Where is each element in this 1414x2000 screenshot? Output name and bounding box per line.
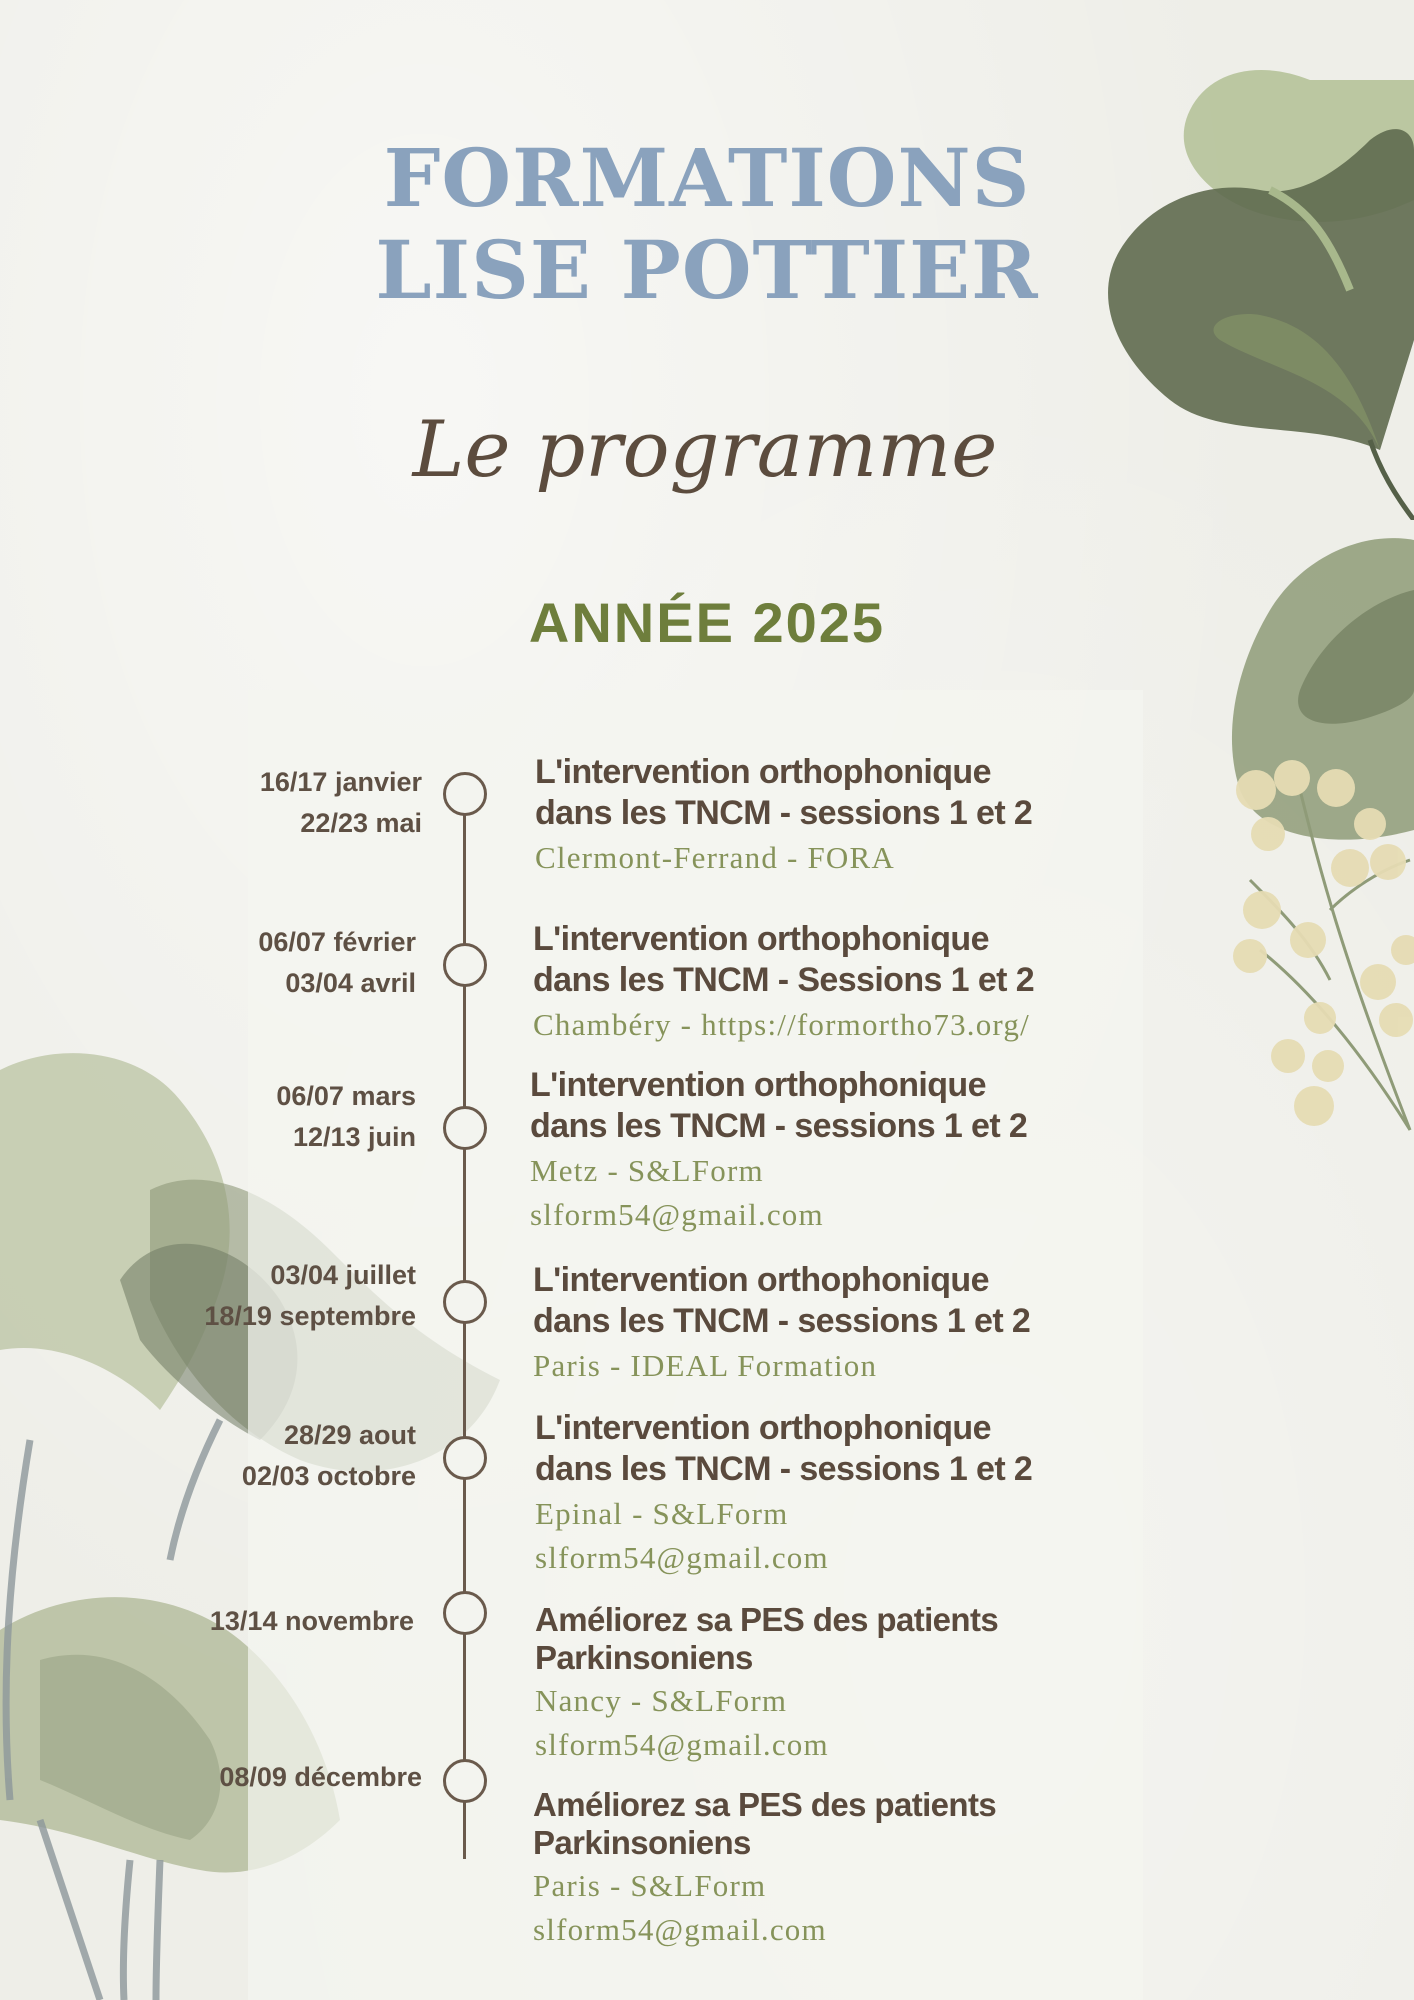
event-date-1: 13/14 novembre	[209, 1606, 414, 1636]
event-title-line-2: Parkinsoniens	[533, 1824, 751, 1861]
event-location: Epinal - S&LForm	[535, 1496, 789, 1531]
event-title-line-2: dans les TNCM - sessions 1 et 2	[535, 1450, 1033, 1488]
event-entry	[533, 1786, 1113, 1952]
event-title-line-2: dans les TNCM - sessions 1 et 2	[533, 1302, 1031, 1340]
flower-sprig-illustration	[1220, 750, 1414, 1150]
event-entry	[535, 752, 1115, 880]
event-location: Metz - S&LForm	[530, 1153, 764, 1188]
event-email-link[interactable]: slform54@gmail.com	[530, 1197, 824, 1232]
timeline-node	[443, 1591, 487, 1635]
event-title-line-1: Améliorez sa PES des patients	[533, 1786, 997, 1823]
event-date-1: 08/09 décembre	[219, 1762, 422, 1792]
event-location: Nancy - S&LForm	[535, 1683, 788, 1718]
event-date-1: 28/29 aout	[283, 1420, 416, 1450]
event-title-line-1: L'intervention orthophonique	[533, 1261, 989, 1299]
event-dates	[92, 762, 422, 844]
timeline-node	[443, 1759, 487, 1803]
event-date-1: 06/07 mars	[276, 1081, 416, 1111]
event-email-link[interactable]: slform54@gmail.com	[533, 1912, 827, 1947]
timeline-node	[443, 1280, 487, 1324]
event-email-link[interactable]: slform54@gmail.com	[535, 1540, 829, 1575]
event-dates	[86, 1076, 416, 1158]
timeline-node	[443, 772, 487, 816]
subtitle: Le programme	[412, 405, 998, 495]
timeline-node	[443, 1106, 487, 1150]
event-title-line-2: dans les TNCM - sessions 1 et 2	[535, 794, 1033, 832]
event-date-2: 03/04 avril	[285, 968, 416, 998]
event-title-line-2: Parkinsoniens	[535, 1639, 753, 1676]
event-date-1: 03/04 juillet	[270, 1260, 416, 1290]
year-heading: ANNÉE 2025	[528, 591, 886, 654]
event-date-2: 22/23 mai	[300, 808, 422, 838]
event-dates	[86, 922, 416, 1004]
title-line-2: LISE POTTIER	[375, 223, 1039, 317]
event-dates	[86, 1255, 416, 1337]
event-entry	[533, 919, 1153, 1047]
event-entry	[533, 1260, 1113, 1388]
event-title-line-1: L'intervention orthophonique	[530, 1066, 986, 1104]
event-title-line-1: L'intervention orthophonique	[535, 753, 991, 791]
event-date-2: 02/03 octobre	[241, 1461, 416, 1491]
event-location: Paris - S&LForm	[533, 1868, 767, 1903]
event-title-line-1: L'intervention orthophonique	[535, 1409, 991, 1447]
event-title-line-2: dans les TNCM - sessions 1 et 2	[530, 1107, 1028, 1145]
event-location: Clermont-Ferrand - FORA	[535, 840, 895, 875]
event-dates	[92, 1757, 422, 1798]
event-location: Paris - IDEAL Formation	[533, 1348, 878, 1383]
event-location[interactable]: Chambéry - https://formortho73.org/	[533, 1007, 1030, 1042]
title-line-1: FORMATIONS	[383, 131, 1031, 225]
event-date-2: 12/13 juin	[292, 1122, 416, 1152]
event-email-link[interactable]: slform54@gmail.com	[535, 1727, 829, 1762]
event-entry	[535, 1408, 1115, 1580]
timeline-node	[443, 943, 487, 987]
timeline-node	[443, 1436, 487, 1480]
event-date-1: 06/07 février	[258, 927, 416, 957]
event-title-line-1: Améliorez sa PES des patients	[535, 1601, 999, 1638]
event-entry	[535, 1601, 1115, 1767]
event-date-2: 18/19 septembre	[204, 1301, 416, 1331]
event-date-1: 16/17 janvier	[259, 767, 422, 797]
event-title-line-1: L'intervention orthophonique	[533, 920, 989, 958]
event-entry	[530, 1065, 1110, 1237]
event-dates	[84, 1601, 414, 1642]
event-dates	[86, 1415, 416, 1497]
event-title-line-2: dans les TNCM - Sessions 1 et 2	[533, 961, 1035, 999]
